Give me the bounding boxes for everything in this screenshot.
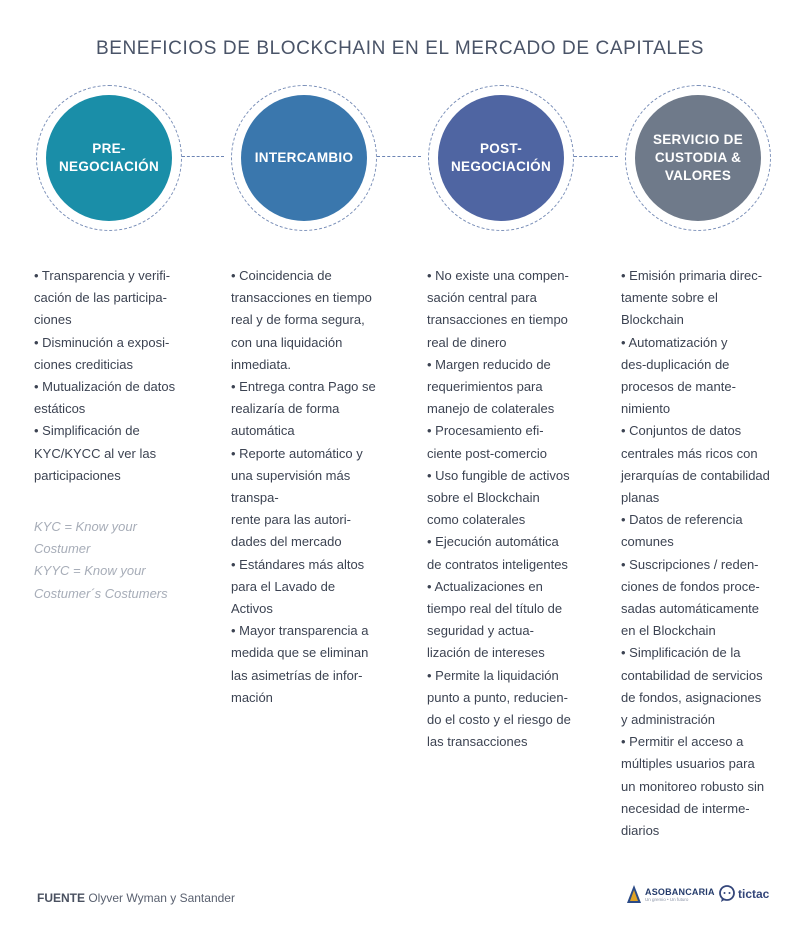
list-item: • Automatización y des-duplicación de procesos de mante- nimiento [621,334,736,417]
list-item: • Margen reducido de requerimientos para manejo de colaterales [427,356,555,417]
list-item: • Entrega contra Pago se realizaría de forma automática [231,379,376,439]
page-title: BENEFICIOS DE BLOCKCHAIN EN EL MERCADO DE CAPITALES [95,38,705,59]
triangle-logo-icon [626,884,642,904]
list-item: • Emisión primaria direc- tamente sobre el Blockchain [621,268,763,328]
list-item: • Permitir el acceso a múltiples usuarios para un monitoreo robusto sin necesidad de interme- diarios [621,734,765,839]
connector-1-2 [182,156,224,157]
connector-2-3 [377,156,421,157]
asobancaria-logo [626,884,715,904]
stage-circle-custodia [625,85,771,231]
asobancaria-wordmark: ASOBANCARIA [645,886,715,897]
benefits-list-post-negociacion [427,265,577,753]
list-item: • Mutualización de datos estáticos [34,379,176,417]
list-item: • Actualizaciones en tiempo real del título de seguridad y actua- lización de intereses [427,578,563,661]
list-item: • Datos de referencia comunes [621,512,743,550]
speech-bubble-logo-icon [718,885,736,903]
list-item: • Simplificación de la contabilidad de servicios de fondos, asignaciones y administración [621,645,763,728]
list-item: • Mayor transparencia a medida que se eliminan las asimetrías de infor- mación [231,623,369,705]
list-item: • Disminución a exposi- ciones crediticias [34,334,170,372]
list-item: • No existe una compen- sación central para transacciones en tiempo real de dinero [427,268,569,350]
list-item: • Suscripciones / reden- ciones de fondos proce- sadas automáticamente en el Blockchain [621,556,760,639]
list-item: • Reporte automático y una supervisión más transpa- rente para las autori- dades del mercado [231,445,363,550]
list-item: • Conjuntos de datos centrales más ricos con jerarquías de contabilidad planas [621,423,770,506]
stage-heading: POST- NEGOCIACIÓN [450,141,552,174]
list-item: • Permite la liquidación punto a punto, reducien- do el costo y el riesgo de las transacciones [427,667,571,750]
stage-circle-post-negociacion [428,85,574,231]
tictac-wordmark: tictac [738,887,770,901]
stage-heading: SERVICIO DE CUSTODIA & VALORES [652,132,744,183]
list-item: • Estándares más altos para el Lavado de Activos [231,556,365,617]
benefits-list-intercambio [231,265,381,709]
stage-circle-fill [241,95,367,221]
list-item: • Coincidencia de transacciones en tiempo real y de forma segura, con una liquidación inmediata. [231,268,372,372]
source-text: Olyver Wyman y Santander [88,891,235,905]
acronym-note: KYC = Know your Costumer KYYC = Know your Costumer´s Costumers [34,519,168,601]
stage-heading: INTERCAMBIO [254,150,354,165]
stage-circle-fill [46,95,172,221]
list-item: • Procesamiento efi- ciente post-comercio [427,423,547,461]
stage-circle-intercambio [231,85,377,231]
tictac-logo [718,885,769,903]
list-item: • Uso fungible de activos sobre el Blockchain como colaterales [427,467,570,528]
source-label: FUENTE [37,891,85,905]
source-credit [37,891,235,905]
list-item: • Simplificación de KYC/KYCC al ver las participaciones [34,423,157,483]
benefits-list-custodia [621,265,781,842]
connector-3-4 [574,156,618,157]
asobancaria-tagline: Un gremio • Un futuro [645,896,689,902]
stage-circle-fill [438,95,564,221]
stage-heading: PRE- NEGOCIACIÓN [58,141,160,174]
stage-circle-pre-negociacion [36,85,182,231]
list-item: • Transparencia y verifi- cación de las participa- ciones [34,268,171,328]
stage-circle-fill [635,95,761,221]
list-item: • Ejecución automática de contratos inteligentes [427,534,568,572]
benefits-list-pre-negociacion [34,265,184,487]
